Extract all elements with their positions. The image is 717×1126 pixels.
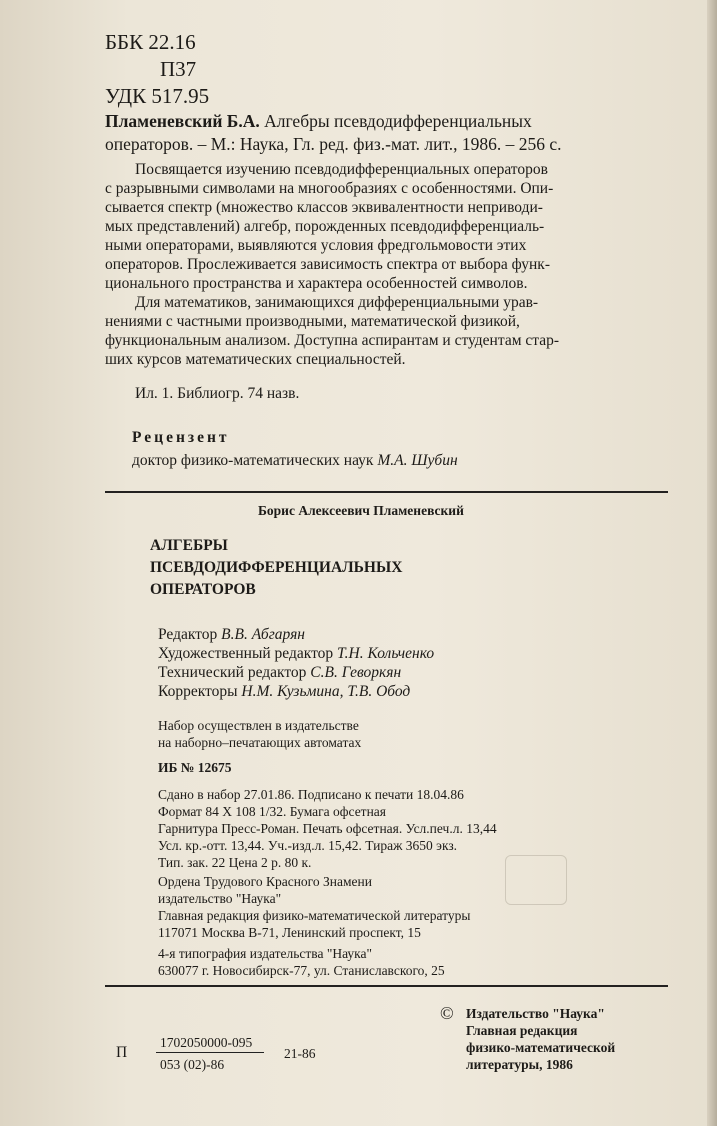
printer-line: 4-я типография издательства "Наука"	[158, 946, 373, 961]
illustrations-note: Ил. 1. Библиогр. 74 назв.	[135, 385, 300, 402]
footer-code: 21-86	[284, 1046, 316, 1061]
divider-top	[105, 491, 668, 493]
print-detail-line: Гарнитура Пресс-Роман. Печать офсетная. Усл.печ.л. 13,44	[158, 821, 497, 836]
footer-numerator: 1702050000-095	[160, 1035, 253, 1050]
divider-bottom	[105, 985, 668, 987]
editors-block	[158, 625, 434, 701]
reviewer-line	[132, 451, 458, 470]
faint-stamp	[505, 855, 567, 905]
reviewer-name: М.А. Шубин	[377, 452, 458, 469]
reviewer-title: доктор физико-математических наук	[132, 452, 374, 469]
abstract-line: функциональным анализом. Доступна аспирантам и студентам стар-	[105, 332, 560, 349]
copyright-block	[466, 1005, 615, 1073]
citation-author: Пламеневский Б.А.	[105, 111, 260, 131]
print-details	[158, 786, 497, 871]
editor-role: Редактор	[158, 626, 218, 643]
copyright-icon: ©	[440, 1003, 454, 1023]
editor-role: Корректоры	[158, 683, 238, 700]
fraction-bar	[156, 1052, 264, 1053]
editor-name: В.В. Абгарян	[221, 626, 305, 643]
citation-title: Алгебры псевдодифференциальных	[264, 111, 532, 131]
citation-line-2: операторов. – М.: Наука, Гл. ред. физ.-мат. лит., 1986. – 256 с.	[105, 134, 562, 154]
publisher-block	[158, 873, 470, 941]
typeset-line: Набор осуществлен в издательстве	[158, 718, 359, 733]
abstract-line: ными операторами, выявляются условия фредгольмовости этих	[105, 237, 527, 254]
editor-line	[158, 663, 434, 682]
editor-line	[158, 644, 434, 663]
publisher-line: 117071 Москва В-71, Ленинский проспект, 15	[158, 925, 421, 940]
abstract-line: Посвящается изучению псевдодифференциальных операторов	[135, 161, 548, 178]
editor-role: Художественный редактор	[158, 645, 334, 662]
print-detail-line: Формат 84 X 108 1/32. Бумага офсетная	[158, 804, 387, 819]
editor-role: Технический редактор	[158, 664, 307, 681]
book-title	[150, 535, 402, 601]
typeset-line: на наборно–печатающих автоматах	[158, 735, 362, 750]
print-detail-line: Тип. зак. 22 Цена 2 р. 80 к.	[158, 855, 312, 870]
editor-line	[158, 625, 434, 644]
author-full-name: Борис Алексеевич Пламеневский	[258, 503, 464, 518]
citation-line-1	[105, 111, 532, 133]
print-detail-line: Сдано в набор 27.01.86. Подписано к печати 18.04.86	[158, 787, 464, 802]
abstract-line: мых представлений) алгебр, порожденных псевдодифференциаль-	[105, 218, 545, 235]
bbk-code: ББК 22.16	[105, 30, 196, 54]
abstract	[105, 160, 675, 369]
editor-name: С.В. Геворкян	[310, 664, 402, 681]
editor-name: Н.М. Кузьмина, Т.В. Обод	[241, 683, 411, 700]
printer-block	[158, 945, 445, 979]
book-title-line: ПСЕВДОДИФФЕРЕНЦИАЛЬНЫХ	[150, 559, 403, 576]
udk-code: УДК 517.95	[105, 84, 210, 108]
reviewer-heading: Рецензент	[132, 429, 230, 446]
page-edge-shadow	[707, 0, 717, 1126]
ib-number: ИБ № 12675	[158, 760, 232, 775]
publisher-line: Главная редакция физико-математической литературы	[158, 908, 471, 923]
footer-p-letter: П	[116, 1044, 128, 1061]
abstract-line: операторов. Прослеживается зависимость спектра от выбора функ-	[105, 256, 550, 273]
book-title-line: АЛГЕБРЫ	[150, 537, 228, 554]
typeset-note	[158, 717, 361, 751]
copyright-line: Издательство "Наука"	[466, 1006, 605, 1021]
publisher-line: Ордена Трудового Красного Знамени	[158, 874, 372, 889]
abstract-line: с разрывными символами на многообразиях с особенностями. Опи-	[105, 180, 554, 197]
abstract-line: сывается спектр (множество классов эквивалентности неприводи-	[105, 199, 543, 216]
book-title-line: ОПЕРАТОРОВ	[150, 581, 256, 598]
abstract-line: ционального пространства и характера особенностей символов.	[105, 275, 528, 292]
footer-denominator: 053 (02)-86	[160, 1057, 225, 1072]
copyright-line: Главная редакция	[466, 1023, 578, 1038]
print-detail-line: Усл. кр.-отт. 13,44. Уч.-изд.л. 15,42. Тираж 3650 экз.	[158, 838, 458, 853]
abstract-line: Для математиков, занимающихся дифференциальными урав-	[135, 294, 539, 311]
editor-name: Т.Н. Кольченко	[337, 645, 435, 662]
abstract-line: нениями с частными производными, математической физикой,	[105, 313, 520, 330]
index-code: П37	[160, 57, 197, 81]
editor-line	[158, 682, 434, 701]
printer-line: 630077 г. Новосибирск-77, ул. Станиславского, 25	[158, 963, 445, 978]
publisher-line: издательство "Наука"	[158, 891, 282, 906]
copyright-line: физико-математической	[466, 1040, 616, 1055]
copyright-line: литературы, 1986	[466, 1057, 573, 1072]
abstract-line: ших курсов математических специальностей.	[105, 351, 406, 368]
